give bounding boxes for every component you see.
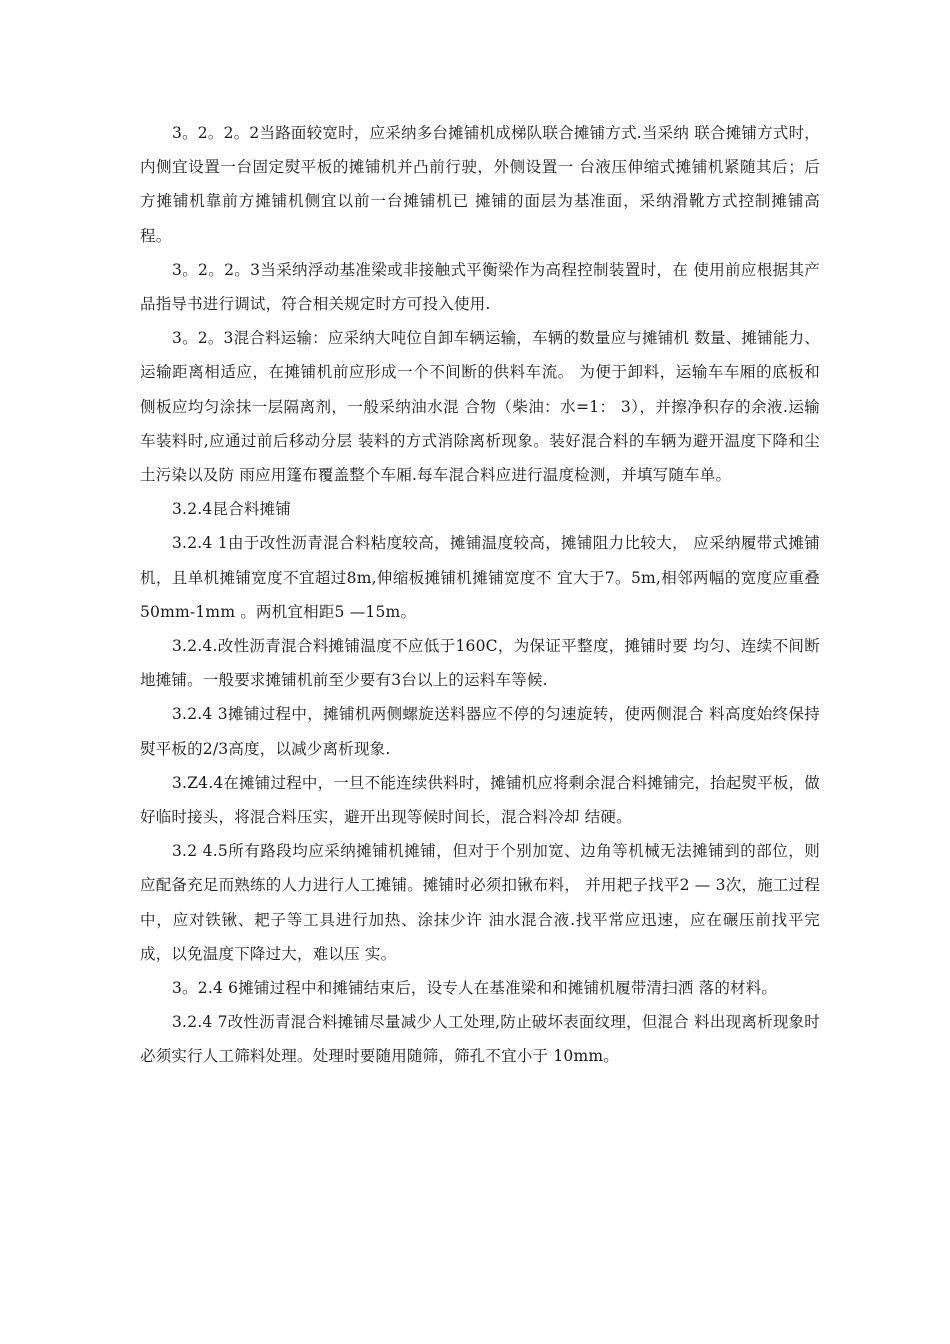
section-heading-3-2-4: 3.2.4昆合料摊铺 xyxy=(172,500,291,519)
paragraph-3-2-4-1: 3.2.4 1由于改性沥青混合料粘度较高，摊铺温度较高，摊铺阻力比较大， 应采纳履带式摊铺机，且单机摊铺宽度不宜超过8m,伸缩板摊铺机摊铺宽度不 宜大于7。5m,相邻两幅的宽度应重叠50mm-1mm 。两机宜相距5 —15m。 xyxy=(140,534,820,621)
paragraph-3-2-2-3: 3。2。2。3当采纳浮动基准梁或非接触式平衡梁作为高程控制装置时，在 使用前应根据其产品指导书进行调试，符合相关规定时方可投入使用. xyxy=(140,260,820,314)
document-body xyxy=(140,116,820,1074)
paragraph-3-2-4-5: 3.2 4.5所有路段均应采纳摊铺机摊铺，但对于个别加宽、边角等机械无法摊铺到的部位，则应配备充足而熟练的人力进行人工摊铺。摊铺时必须扣锹布料， 并用耙子找平2 — 3次，施工过程中，应对铁锹、耙子等工具进行加热、涂抹少许 油水混合液.找平常应迅速，应在碾压前找平完成，以免温度下降过大，难以压 实。 xyxy=(140,842,820,963)
paragraph-3-2-4-3: 3.2.4 3摊铺过程中，摊铺机两侧螺旋送料器应不停的匀速旋转，使两侧混合 料高度始终保持熨平板的2/3高度，以减少离析现象. xyxy=(140,705,820,758)
paragraph-3-2-4-2: 3.2.4.改性沥青混合料摊铺温度不应低于160C，为保证平整度，摊铺时要 均匀、连续不间断地摊铺。一般要求摊铺机前至少要有3台以上的运料车等候. xyxy=(140,637,820,690)
paragraph-3-2-4-6: 3。2.4 6摊铺过程中和摊铺结束后，设专人在基准梁和和摊铺机履带清扫洒 落的材料。 xyxy=(172,979,778,998)
paragraph-3-2-3: 3。2。3混合料运输：应采纳大吨位自卸车辆运输，车辆的数量应与摊铺机 数量、摊铺能力、运输距离相适应，在摊铺机前应形成一个不间断的供料车流。 为便于卸料，运输车车厢的底板和侧板应均匀涂抹一层隔离剂，一般采纳油水混 合物（柴油：水=1： 3），并擦净积存的余液.运输车装料时,应通过前后移动分层 装料的方式消除离析现象。装好混合料的车辆为避开温度下降和尘土污染以及防 雨应用篷布覆盖整个车厢.每车混合料应进行温度检测，并填写随车单。 xyxy=(140,329,820,485)
paragraph-3-2-4-7: 3.2.4 7改性沥青混合料摊铺尽量减少人工处理,防止破坏表面纹理，但混合 料出现离析现象时必须实行人工筛料处理。处理时要随用随筛，筛孔不宜小于 10mm。 xyxy=(140,1013,820,1066)
paragraph-3-2-4-4: 3.Z4.4在摊铺过程中，一旦不能连续供料时，摊铺机应将剩余混合料摊铺完，抬起熨平板，做好临时接头，将混合料压实，避开出现等候时间长，混合料冷却 结硬。 xyxy=(140,773,821,827)
paragraph-3-2-2-2: 3。2。2。2当路面较宽时，应采纳多台摊铺机成梯队联合摊铺方式.当采纳 联合摊铺方式时，内侧宜设置一台固定熨平板的摊铺机并凸前行驶，外侧设置一 台液压伸缩式摊铺机紧随其后；后方摊铺机靠前方摊铺机侧宜以前一台摊铺机已 摊铺的面层为基准面，采纳滑靴方式控制摊铺高程。 xyxy=(140,124,820,245)
